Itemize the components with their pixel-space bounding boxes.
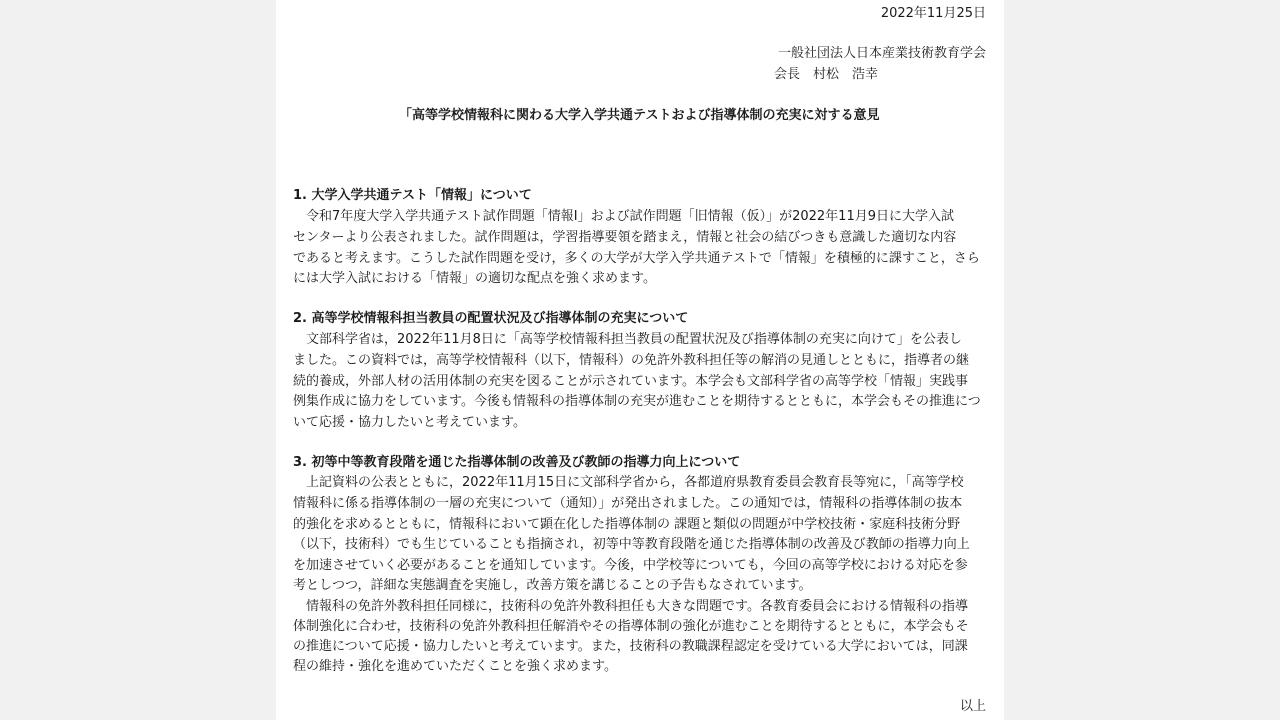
- section-3-line: 情報科に係る指導体制の一層の充実について（通知）」が発出されました。この通知では，情報科の指導体制の抜本: [293, 496, 963, 511]
- document-page: [276, 0, 1004, 720]
- section-2-heading: 2. 高等学校情報科担当教員の配置状況及び指導体制の充実について: [293, 311, 689, 326]
- section-1-line: 令和7年度大学入学共通テスト試作問題「情報Ⅰ」および試作問題「旧情報（仮）」が2022年11月9日に大学入試: [293, 209, 954, 224]
- section-3-line: 情報科の免許外教科担任同様に，技術科の免許外教科担任も大きな問題です。各教育委員会における情報科の指導: [293, 599, 968, 614]
- section-1-line: には大学入試における「情報」の適切な配点を強く求めます。: [293, 271, 656, 286]
- section-1-heading: 1. 大学入学共通テスト「情報」について: [293, 188, 532, 203]
- section-2-line: いて応援・協力したいと考えています。: [293, 415, 526, 430]
- section-3-line: を加速させていく必要があることを通知しています。今後，中学校等についても，今回の高等学校における対応を参: [293, 558, 968, 573]
- president-name: 会長 村松 浩幸: [774, 67, 879, 82]
- section-1-line: であると考えます。こうした試作問題を受け，多くの大学が大学入学共通テストで「情報」を積極的に課すこと，さら: [293, 251, 980, 266]
- section-2-line: 文部科学省は，2022年11月8日に「高等学校情報科担当教員の配置状況及び指導体制の充実に向けて」を公表し: [293, 332, 962, 347]
- section-3-line: 的強化を求めるとともに，情報科において顕在化した指導体制の 課題と類似の問題が中学校技術・家庭科技術分野: [293, 517, 961, 532]
- section-3-line: の推進について応援・協力したいと考えています。また，技術科の教職課程認定を受けている大学においては，同課: [293, 639, 968, 654]
- document-date: 2022年11月25日: [880, 6, 986, 21]
- section-3-heading: 3. 初等中等教育段階を通じた指導体制の改善及び教師の指導力向上について: [293, 455, 741, 470]
- section-3-line: 体制強化に合わせ，技術科の免許外教科担任解消やその指導体制の強化が進むことを期待するとともに，本学会もそ: [293, 619, 969, 634]
- section-3-line: 程の維持・強化を進めていただくことを強く求めます。: [293, 659, 617, 674]
- section-3-line: 考としつつ，詳細な実態調査を実施し，改善方策を講じることの予告もなされています。: [293, 578, 812, 593]
- section-3-line: （以下，技術科）でも生じていることも指摘され，初等中等教育段階を通じた指導体制の改善及び教師の指導力向上: [293, 537, 970, 552]
- organization-name: 一般社団法人日本産業技術教育学会: [777, 46, 986, 61]
- document-title: 「高等学校情報科に関わる大学入学共通テストおよび指導体制の充実に対する意見: [399, 108, 880, 123]
- section-1-line: センターより公表されました。試作問題は，学習指導要領を踏まえ，情報と社会の結びつきも意識した適切な内容: [293, 230, 957, 245]
- section-3-line: 上記資料の公表とともに，2022年11月15日に文部科学省から，各都道府県教育委員会教育長等宛に，「高等学校: [293, 475, 964, 490]
- section-2-line: ました。この資料では，高等学校情報科（以下，情報科）の免許外教科担任等の解消の見通しとともに，指導者の継: [293, 353, 970, 368]
- section-2-line: 続的養成，外部人材の活用体制の充実を図ることが示されています。本学会も文部科学省の高等学校「情報」実践事: [293, 374, 968, 389]
- closing-mark: 以上: [959, 699, 986, 714]
- section-2-line: 例集作成に協力をしています。今後も情報科の指導体制の充実が進むことを期待するとともに，本学会もその推進につ: [293, 394, 981, 409]
